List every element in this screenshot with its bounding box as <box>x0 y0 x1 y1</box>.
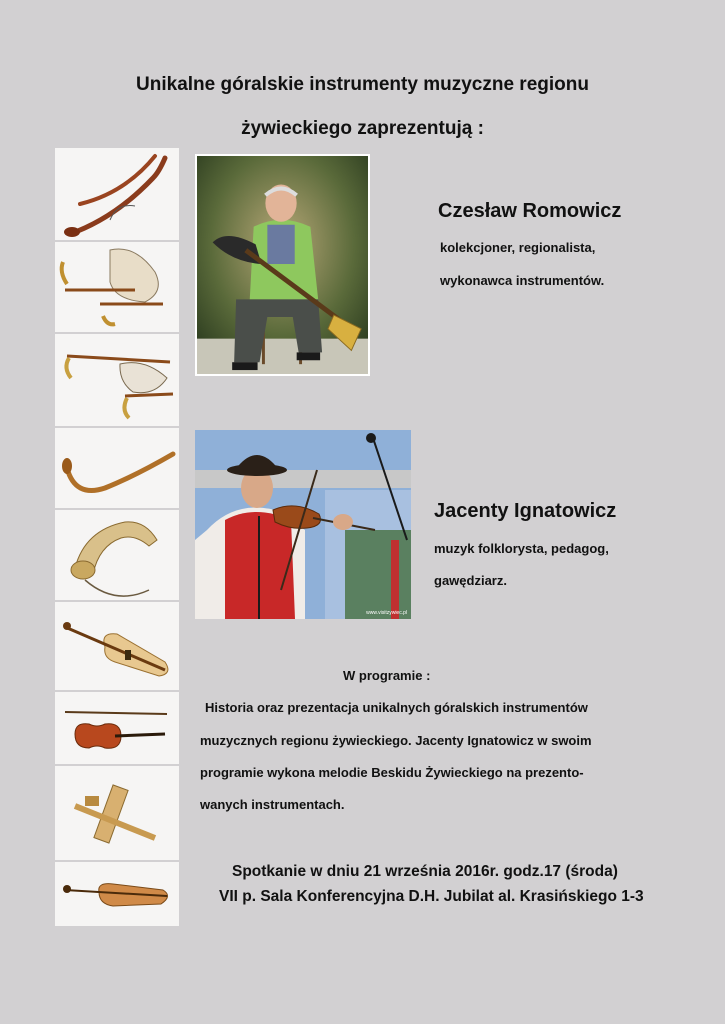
program-line-2: muzycznych regionu żywieckiego. Jacenty Ignatowicz w swoim <box>200 733 592 748</box>
program-heading: W programie : <box>343 668 431 683</box>
instrument-photo-bagpipe <box>55 242 179 332</box>
instrument-photo-pipes <box>55 334 179 426</box>
program-line-3: programie wykona melodie Beskidu Żywieckiego na prezento- <box>200 765 584 780</box>
meeting-location: VII p. Sala Konferencyjna D.H. Jubilat al. Krasińskiego 1-3 <box>219 888 644 905</box>
instrument-photo-zlobcoki <box>55 602 179 690</box>
photo-jacenty-ignatowicz <box>195 430 411 619</box>
instrument-photo-animal-horn <box>55 510 179 600</box>
program-line-1: Historia oraz prezentacja unikalnych góralskich instrumentów <box>205 700 588 715</box>
photo-czeslaw-romowicz <box>195 154 370 376</box>
presenter-role-ignatowicz-line2: gawędziarz. <box>434 573 507 588</box>
presenter-role-romowicz-line2: wykonawca instrumentów. <box>440 273 605 288</box>
presenter-role-romowicz-line1: kolekcjoner, regionalista, <box>440 240 596 255</box>
meeting-date: Spotkanie w dniu 21 września 2016r. godz.17 (środa) <box>232 863 618 880</box>
instrument-photo-horns <box>55 148 179 240</box>
presenter-name-romowicz: Czesław Romowicz <box>438 200 622 222</box>
presenter-role-ignatowicz-line1: muzyk folklorysta, pedagog, <box>434 541 609 556</box>
instrument-photo-small-fiddle <box>55 862 179 926</box>
presenter-name-ignatowicz: Jacenty Ignatowicz <box>434 500 617 522</box>
poster-title-line1: Unikalne góralskie instrumenty muzyczne regionu <box>136 74 589 95</box>
instrument-photo-violin <box>55 692 179 764</box>
photo-watermark: www.visitzywiec.pl <box>366 610 407 616</box>
instrument-photo-curved-horn <box>55 428 179 508</box>
program-line-4: wanych instrumentach. <box>200 797 345 812</box>
poster-title-line2: żywieckiego zaprezentują : <box>241 118 484 139</box>
instrument-photo-wooden-rattle <box>55 766 179 860</box>
